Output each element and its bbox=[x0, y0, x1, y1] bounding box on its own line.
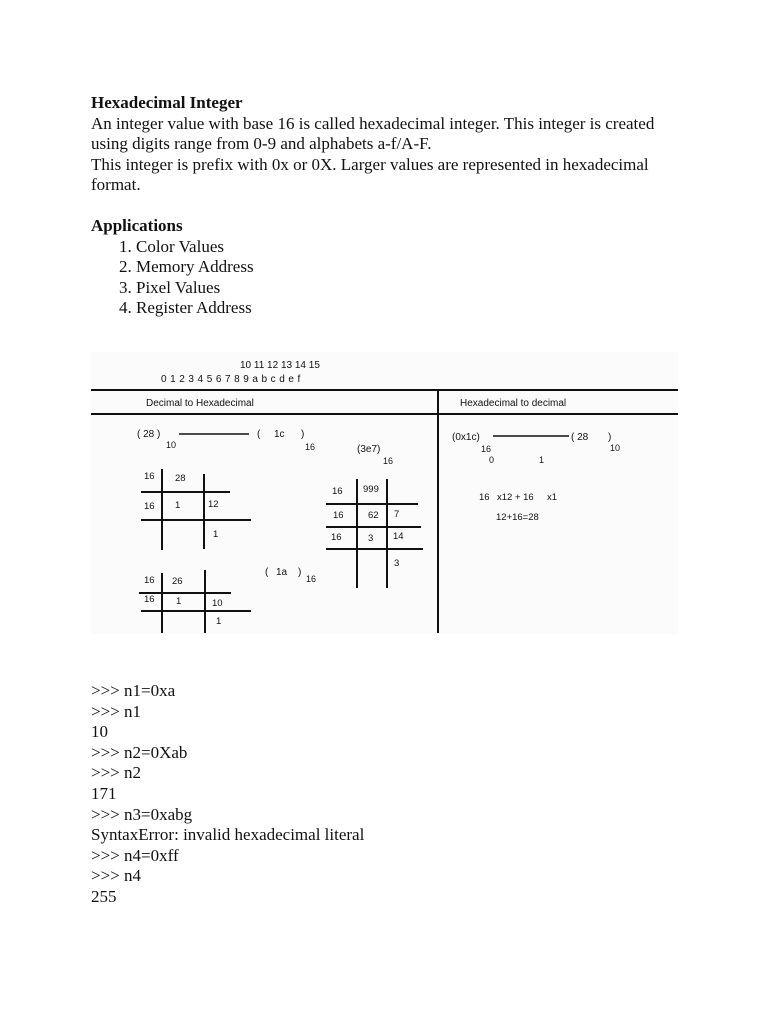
ex1-hex: 1c bbox=[274, 429, 285, 440]
rhs-lhs-base: 16 bbox=[481, 444, 492, 454]
div2-number: 26 bbox=[172, 576, 183, 587]
div3-quotient: 62 bbox=[368, 510, 379, 521]
ex1-decimal: ( 28 ) bbox=[137, 429, 161, 440]
div1-remainder: 12 bbox=[208, 499, 219, 510]
div2-base: 16 bbox=[144, 575, 155, 586]
document-body bbox=[91, 93, 691, 319]
div3-quotient2: 3 bbox=[368, 533, 374, 544]
console-line: >>> n4 bbox=[91, 866, 142, 886]
ex3-label: (3e7) bbox=[357, 444, 381, 455]
console-line: 171 bbox=[91, 783, 117, 803]
ex1a-base: 16 bbox=[306, 574, 317, 584]
applications-list bbox=[91, 237, 691, 319]
div1-number: 28 bbox=[175, 473, 186, 484]
rhs-calc-b: x12 + 16 bbox=[497, 492, 534, 503]
ex3-base: 16 bbox=[383, 456, 394, 466]
console-line: 10 bbox=[91, 722, 108, 742]
ex1a-close: ) bbox=[298, 567, 302, 578]
div3-remainder: 7 bbox=[394, 509, 400, 520]
div3-number: 999 bbox=[363, 484, 379, 495]
rhs-decimal: ( 28 bbox=[571, 432, 589, 443]
div2-remainder2: 1 bbox=[216, 616, 222, 627]
rhs-calc-a: 16 bbox=[479, 492, 490, 503]
col-left-title: Decimal to Hexadecimal bbox=[146, 398, 254, 409]
ex1-close: ) bbox=[301, 429, 305, 440]
div3-base2: 16 bbox=[333, 510, 344, 521]
div3-remainder3: 3 bbox=[394, 558, 400, 569]
definition-paragraph: An integer value with base 16 is called hexadecimal integer. This integer is created using digits range from 0-9 and alphabets a-f/A-F. bbox=[91, 113, 655, 154]
digits-top: 10 11 12 13 14 15 bbox=[240, 360, 320, 371]
rhs-result: 12+16=28 bbox=[496, 512, 539, 523]
rhs-close: ) bbox=[608, 432, 612, 443]
div1-quotient: 1 bbox=[175, 500, 181, 511]
div1-remainder2: 1 bbox=[213, 529, 219, 540]
console-line: >>> n4=0xff bbox=[91, 845, 179, 865]
div2-remainder: 10 bbox=[212, 598, 223, 609]
list-item: 2. Memory Address bbox=[136, 257, 691, 278]
console-line: >>> n1 bbox=[91, 701, 142, 721]
ex1-base16: 16 bbox=[305, 442, 316, 452]
digits-row: 0 1 2 3 4 5 6 7 8 9 a b c d e f bbox=[161, 374, 301, 385]
conversion-figure bbox=[91, 352, 678, 634]
applications-heading: Applications bbox=[91, 215, 183, 235]
prefix-paragraph: This integer is prefix with 0x or 0X. Larger values are represented in hexadecimal format. bbox=[91, 154, 649, 195]
div2-quotient: 1 bbox=[176, 596, 182, 607]
spacer bbox=[91, 196, 691, 216]
list-item: 3. Pixel Values bbox=[136, 278, 691, 299]
ex1a-value: 1a bbox=[276, 567, 288, 578]
div1-base: 16 bbox=[144, 471, 155, 482]
ex1a-open: ( bbox=[265, 567, 269, 578]
rhs-exp1: 1 bbox=[539, 455, 545, 465]
div1-base2: 16 bbox=[144, 501, 155, 512]
console-line: 255 bbox=[91, 886, 117, 906]
rhs-calc-c: x1 bbox=[547, 492, 558, 503]
list-item: 4. Register Address bbox=[136, 298, 691, 319]
console-line: SyntaxError: invalid hexadecimal literal bbox=[91, 825, 365, 845]
div2-base2: 16 bbox=[144, 594, 155, 605]
ex1-open: ( bbox=[257, 429, 261, 440]
ex1-base10: 10 bbox=[166, 440, 177, 450]
page-title: Hexadecimal Integer bbox=[91, 93, 243, 112]
console-line: >>> n1=0xa bbox=[91, 681, 176, 700]
python-console-transcript bbox=[91, 681, 364, 908]
div3-base3: 16 bbox=[331, 532, 342, 543]
console-line: >>> n3=0xabg bbox=[91, 804, 193, 824]
console-line: >>> n2 bbox=[91, 763, 142, 783]
col-right-title: Hexadecimal to decimal bbox=[460, 398, 567, 409]
rhs-base10: 10 bbox=[610, 443, 621, 453]
console-line: >>> n2=0Xab bbox=[91, 742, 188, 762]
list-item: 1. Color Values bbox=[136, 237, 691, 258]
rhs-exp0: 0 bbox=[489, 455, 495, 465]
conversion-diagram bbox=[91, 352, 678, 634]
div3-base: 16 bbox=[332, 486, 343, 497]
div3-remainder2: 14 bbox=[393, 531, 404, 542]
rhs-lhs: (0x1c) bbox=[452, 432, 480, 443]
